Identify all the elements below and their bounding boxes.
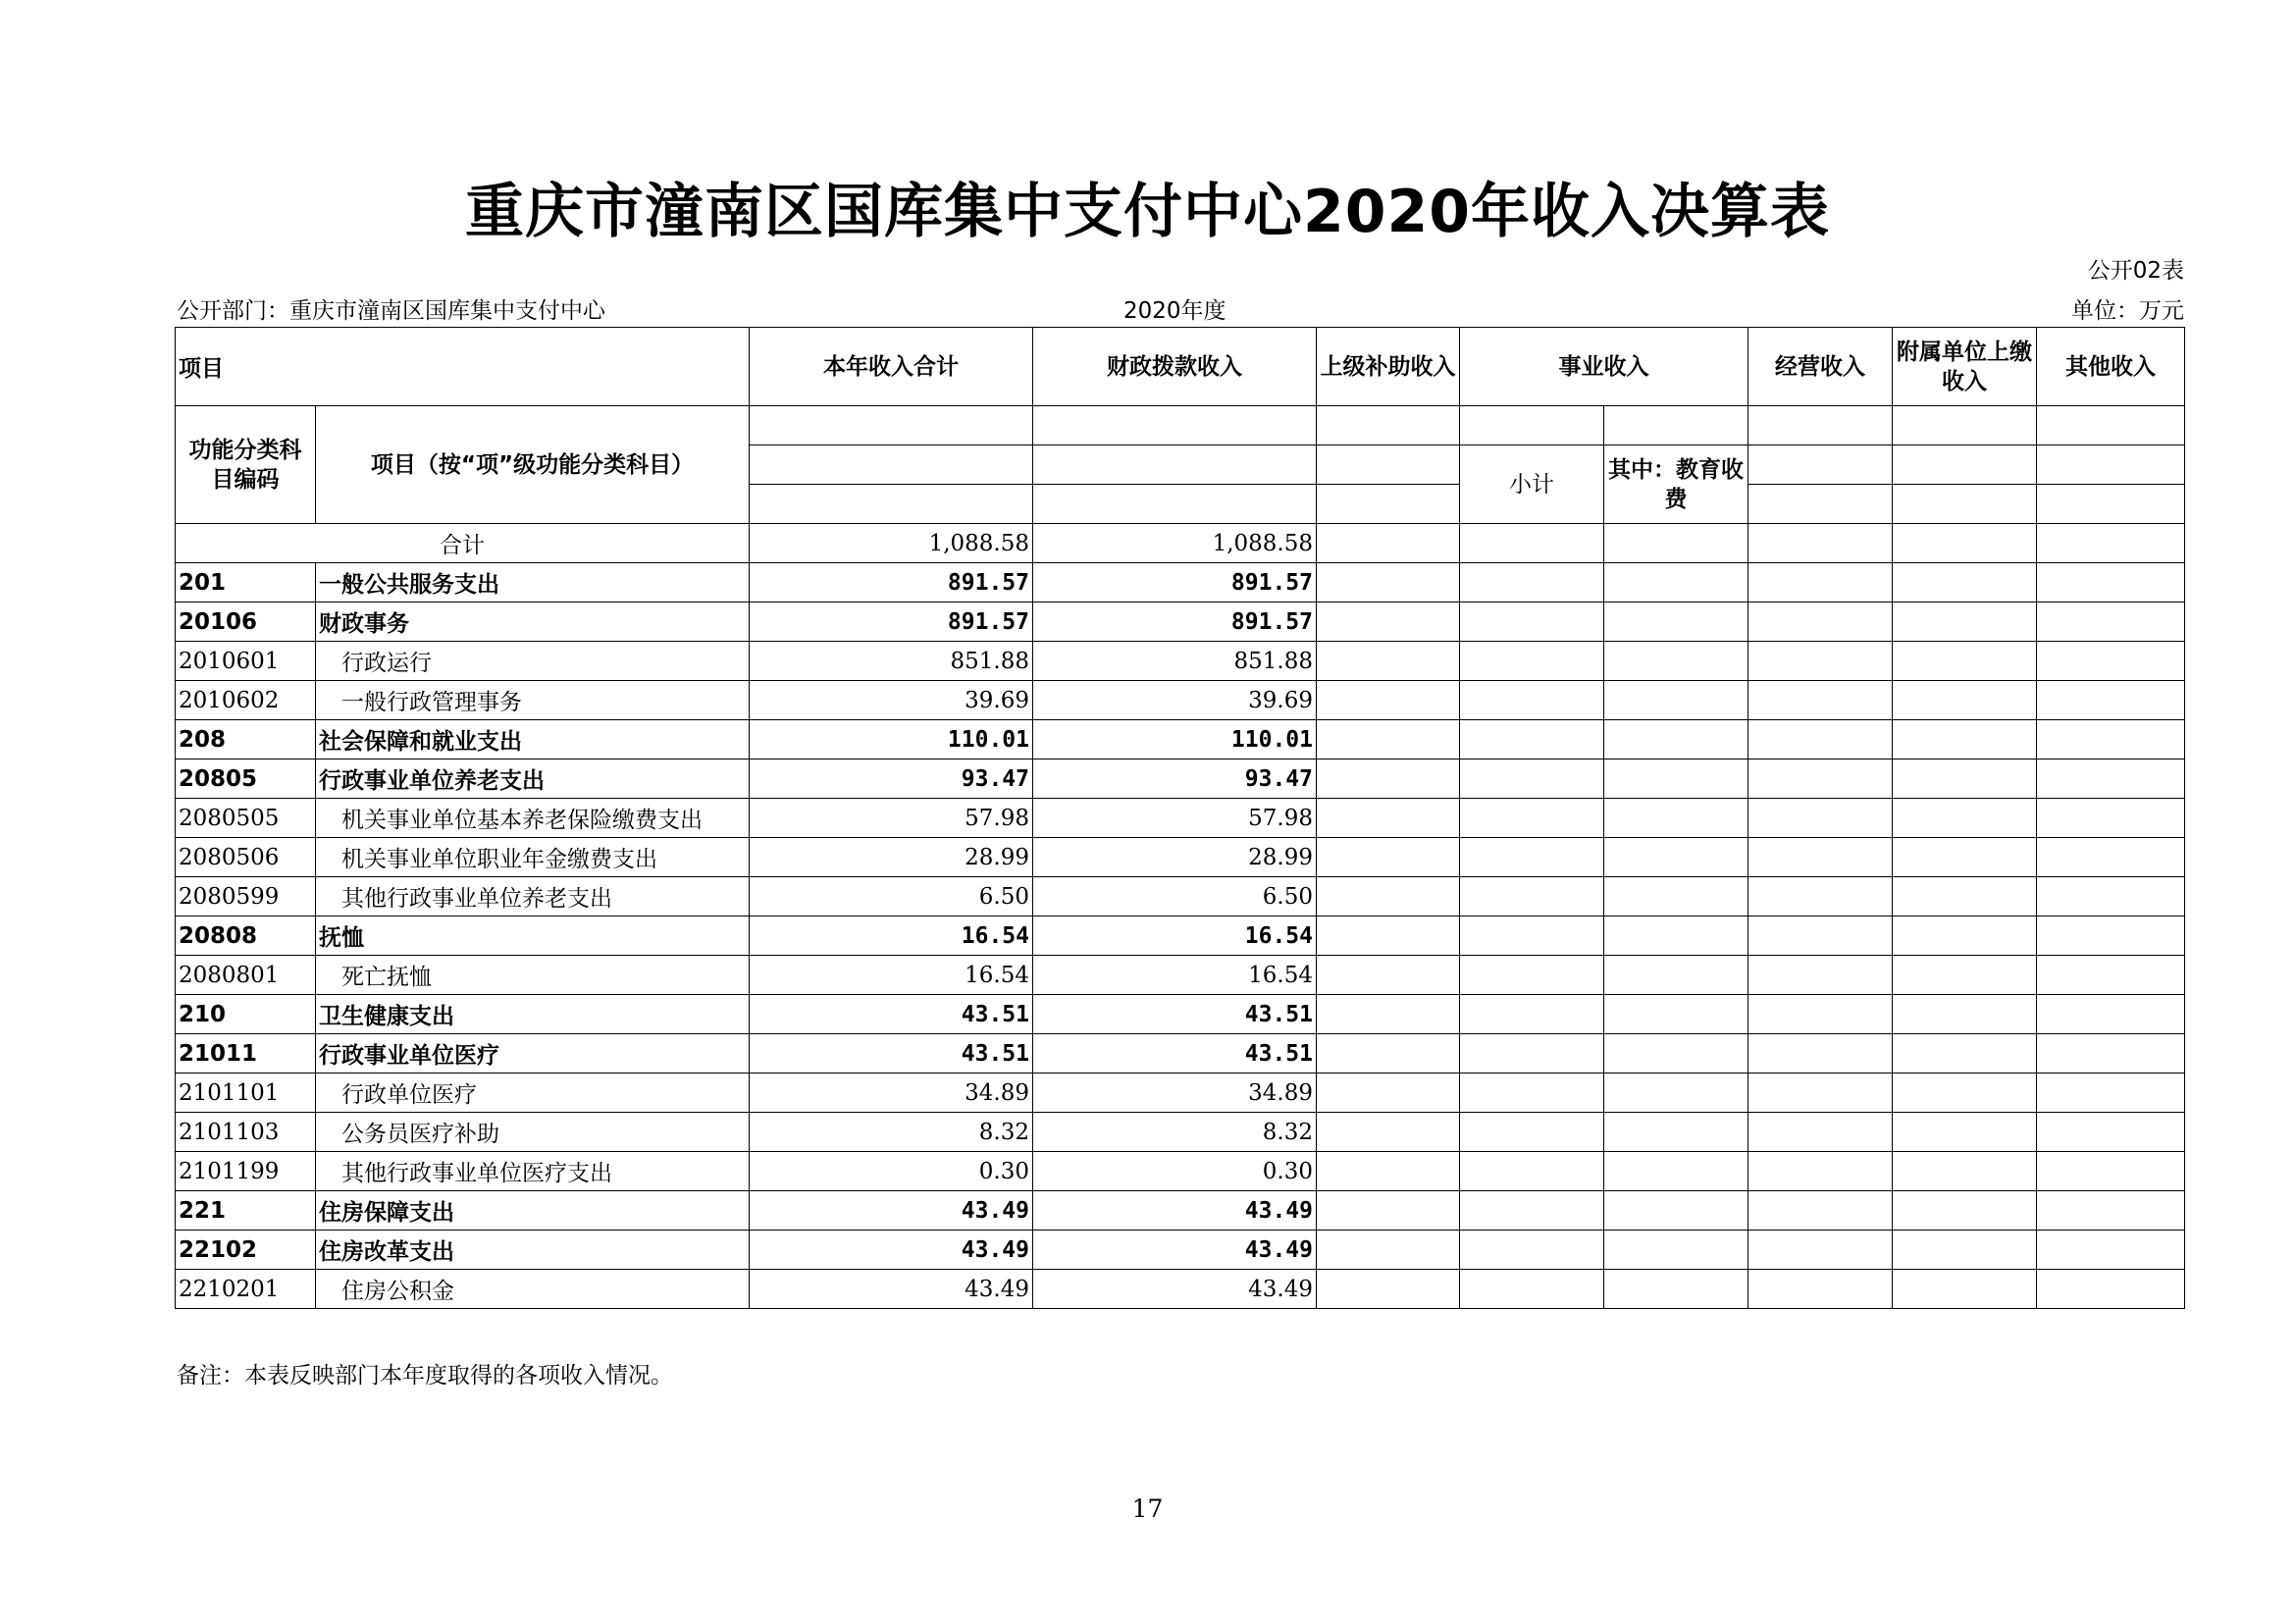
row-fiscal: 43.49 xyxy=(1033,1191,1317,1231)
department-label: 公开部门：重庆市潼南区国库集中支付中心 xyxy=(177,298,605,324)
row-code: 2010601 xyxy=(176,642,316,681)
row-code: 210 xyxy=(176,995,316,1034)
form-id: 公开02表 xyxy=(2087,258,2184,284)
row-name: 行政运行 xyxy=(316,642,750,681)
row-total: 8.32 xyxy=(750,1113,1033,1152)
row-code: 2080505 xyxy=(176,799,316,838)
row-fiscal: 851.88 xyxy=(1033,642,1317,681)
row-code: 221 xyxy=(176,1191,316,1231)
row-fiscal: 43.51 xyxy=(1033,1034,1317,1074)
row-total: 891.57 xyxy=(750,563,1033,602)
row-code: 2080506 xyxy=(176,838,316,877)
row-name: 机关事业单位基本养老保险缴费支出 xyxy=(316,799,750,838)
row-total: 0.30 xyxy=(750,1152,1033,1191)
unit-label: 单位：万元 xyxy=(2071,298,2184,324)
row-name: 公务员医疗补助 xyxy=(316,1113,750,1152)
row-fiscal: 8.32 xyxy=(1033,1113,1317,1152)
row-fiscal: 16.54 xyxy=(1033,956,1317,995)
row-fiscal: 93.47 xyxy=(1033,760,1317,799)
row-name: 财政事务 xyxy=(316,602,750,642)
header-item-name: 项目（按“项”级功能分类科目） xyxy=(316,406,750,524)
header-affiliated: 附属单位上缴收入 xyxy=(1893,328,2037,406)
table-row xyxy=(176,1152,2185,1191)
row-total: 34.89 xyxy=(750,1074,1033,1113)
row-name: 行政事业单位医疗 xyxy=(316,1034,750,1074)
row-total: 43.49 xyxy=(750,1270,1033,1309)
row-fiscal: 43.49 xyxy=(1033,1270,1317,1309)
row-name: 住房公积金 xyxy=(316,1270,750,1309)
year-label: 2020年度 xyxy=(1123,298,1226,324)
row-code: 2101199 xyxy=(176,1152,316,1191)
row-total: 93.47 xyxy=(750,760,1033,799)
row-name: 抚恤 xyxy=(316,917,750,956)
total-fiscal-value: 1,088.58 xyxy=(1033,524,1317,563)
table-row xyxy=(176,642,2185,681)
row-total: 43.49 xyxy=(750,1191,1033,1231)
table-row xyxy=(176,838,2185,877)
header-operating: 经营收入 xyxy=(1748,328,1893,406)
header-item: 项目 xyxy=(176,328,750,406)
row-fiscal: 16.54 xyxy=(1033,917,1317,956)
table-row xyxy=(176,956,2185,995)
header-fiscal: 财政拨款收入 xyxy=(1033,328,1317,406)
table-row xyxy=(176,1074,2185,1113)
row-fiscal: 39.69 xyxy=(1033,681,1317,720)
table-row xyxy=(176,799,2185,838)
row-code: 208 xyxy=(176,720,316,760)
header-business: 事业收入 xyxy=(1460,328,1748,406)
total-label: 合计 xyxy=(176,524,750,563)
row-code: 201 xyxy=(176,563,316,602)
row-code: 2010602 xyxy=(176,681,316,720)
row-code: 20106 xyxy=(176,602,316,642)
header-total-income: 本年收入合计 xyxy=(750,328,1033,406)
table-row xyxy=(176,1113,2185,1152)
table-row xyxy=(176,720,2185,760)
row-code: 20808 xyxy=(176,917,316,956)
row-code: 2080801 xyxy=(176,956,316,995)
row-fiscal: 0.30 xyxy=(1033,1152,1317,1191)
row-code: 2101103 xyxy=(176,1113,316,1152)
row-name: 社会保障和就业支出 xyxy=(316,720,750,760)
row-total: 16.54 xyxy=(750,956,1033,995)
total-income-value: 1,088.58 xyxy=(750,524,1033,563)
row-fiscal: 43.49 xyxy=(1033,1231,1317,1270)
header-superior: 上级补助收入 xyxy=(1317,328,1460,406)
row-code: 22102 xyxy=(176,1231,316,1270)
row-name: 机关事业单位职业年金缴费支出 xyxy=(316,838,750,877)
row-name: 住房改革支出 xyxy=(316,1231,750,1270)
row-fiscal: 57.98 xyxy=(1033,799,1317,838)
row-total: 43.51 xyxy=(750,995,1033,1034)
page-number: 17 xyxy=(1131,1494,1164,1523)
row-name: 住房保障支出 xyxy=(316,1191,750,1231)
row-fiscal: 43.51 xyxy=(1033,995,1317,1034)
row-total: 43.51 xyxy=(750,1034,1033,1074)
row-name: 卫生健康支出 xyxy=(316,995,750,1034)
row-total: 891.57 xyxy=(750,602,1033,642)
row-total: 28.99 xyxy=(750,838,1033,877)
row-name: 其他行政事业单位养老支出 xyxy=(316,877,750,917)
header-edu: 其中：教育收费 xyxy=(1604,445,1748,524)
page-title: 重庆市潼南区国库集中支付中心2020年收入决算表 xyxy=(465,178,1830,246)
table-row xyxy=(176,995,2185,1034)
footnote: 备注：本表反映部门本年度取得的各项收入情况。 xyxy=(177,1363,673,1388)
row-fiscal: 891.57 xyxy=(1033,563,1317,602)
row-total: 57.98 xyxy=(750,799,1033,838)
row-fiscal: 34.89 xyxy=(1033,1074,1317,1113)
row-fiscal: 6.50 xyxy=(1033,877,1317,917)
table-row xyxy=(176,760,2185,799)
row-total: 39.69 xyxy=(750,681,1033,720)
row-total: 6.50 xyxy=(750,877,1033,917)
table-row xyxy=(176,1034,2185,1074)
row-code: 2101101 xyxy=(176,1074,316,1113)
row-name: 一般公共服务支出 xyxy=(316,563,750,602)
data-rows xyxy=(176,563,2185,1309)
row-code: 20805 xyxy=(176,760,316,799)
row-fiscal: 891.57 xyxy=(1033,602,1317,642)
table-row xyxy=(176,1270,2185,1309)
row-name: 死亡抚恤 xyxy=(316,956,750,995)
total-row xyxy=(176,524,2185,563)
table-row xyxy=(176,877,2185,917)
table-row xyxy=(176,563,2185,602)
row-code: 2080599 xyxy=(176,877,316,917)
header-subtotal: 小计 xyxy=(1460,445,1604,524)
row-code: 21011 xyxy=(176,1034,316,1074)
row-total: 16.54 xyxy=(750,917,1033,956)
row-code: 2210201 xyxy=(176,1270,316,1309)
table-row xyxy=(176,602,2185,642)
table-row xyxy=(176,1231,2185,1270)
header-code: 功能分类科目编码 xyxy=(176,406,316,524)
income-table xyxy=(175,327,2185,1309)
row-total: 851.88 xyxy=(750,642,1033,681)
row-fiscal: 110.01 xyxy=(1033,720,1317,760)
row-fiscal: 28.99 xyxy=(1033,838,1317,877)
row-total: 43.49 xyxy=(750,1231,1033,1270)
row-total: 110.01 xyxy=(750,720,1033,760)
header-other: 其他收入 xyxy=(2037,328,2185,406)
row-name: 其他行政事业单位医疗支出 xyxy=(316,1152,750,1191)
table-row xyxy=(176,1191,2185,1231)
table-row xyxy=(176,917,2185,956)
table-row xyxy=(176,681,2185,720)
row-name: 行政单位医疗 xyxy=(316,1074,750,1113)
row-name: 行政事业单位养老支出 xyxy=(316,760,750,799)
row-name: 一般行政管理事务 xyxy=(316,681,750,720)
